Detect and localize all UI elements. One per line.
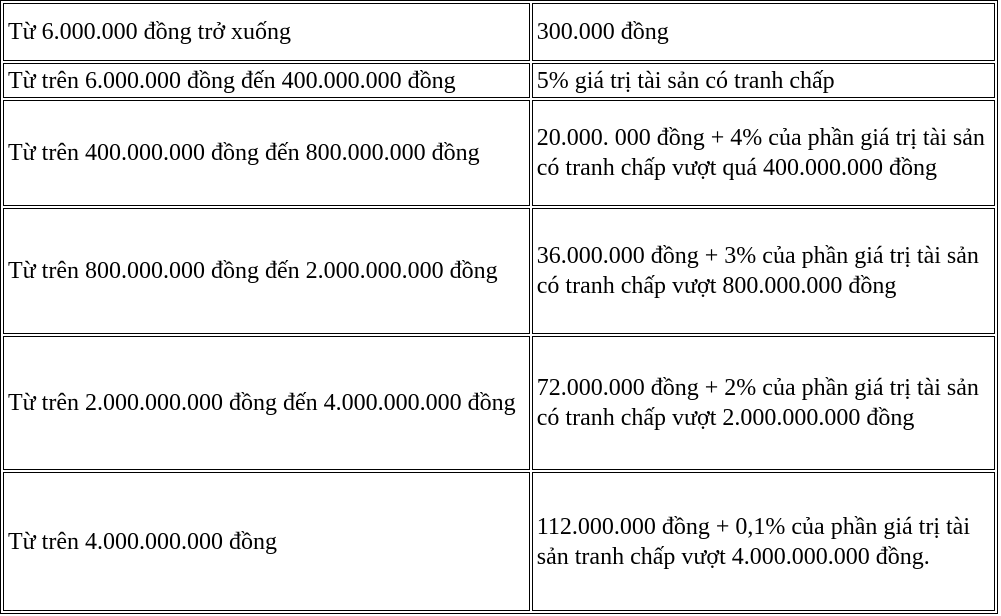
fee-cell: 36.000.000 đồng + 3% của phần giá trị tài sản có tranh chấp vượt 800.000.000 đồng [532, 208, 995, 334]
value-range-cell: Từ trên 4.000.000.000 đồng [3, 472, 530, 611]
value-range-cell: Từ trên 6.000.000 đồng đến 400.000.000 đồng [3, 63, 530, 98]
table-row [3, 3, 995, 61]
table-row [3, 208, 995, 334]
fee-cell: 72.000.000 đồng + 2% của phần giá trị tài sản có tranh chấp vượt 2.000.000.000 đồng [532, 336, 995, 470]
fee-cell: 5% giá trị tài sản có tranh chấp [532, 63, 995, 98]
value-range-cell: Từ trên 2.000.000.000 đồng đến 4.000.000.000 đồng [3, 336, 530, 470]
table-row [3, 100, 995, 206]
fee-cell: 112.000.000 đồng + 0,1% của phần giá trị tài sản tranh chấp vượt 4.000.000.000 đồng. [532, 472, 995, 611]
value-range-cell: Từ trên 400.000.000 đồng đến 800.000.000 đồng [3, 100, 530, 206]
value-range-cell: Từ 6.000.000 đồng trở xuống [3, 3, 530, 61]
table-row [3, 472, 995, 611]
table-row [3, 63, 995, 98]
table-row [3, 336, 995, 470]
value-range-cell: Từ trên 800.000.000 đồng đến 2.000.000.000 đồng [3, 208, 530, 334]
fee-cell: 300.000 đồng [532, 3, 995, 61]
fee-cell: 20.000. 000 đồng + 4% của phần giá trị tài sản có tranh chấp vượt quá 400.000.000 đồng [532, 100, 995, 206]
